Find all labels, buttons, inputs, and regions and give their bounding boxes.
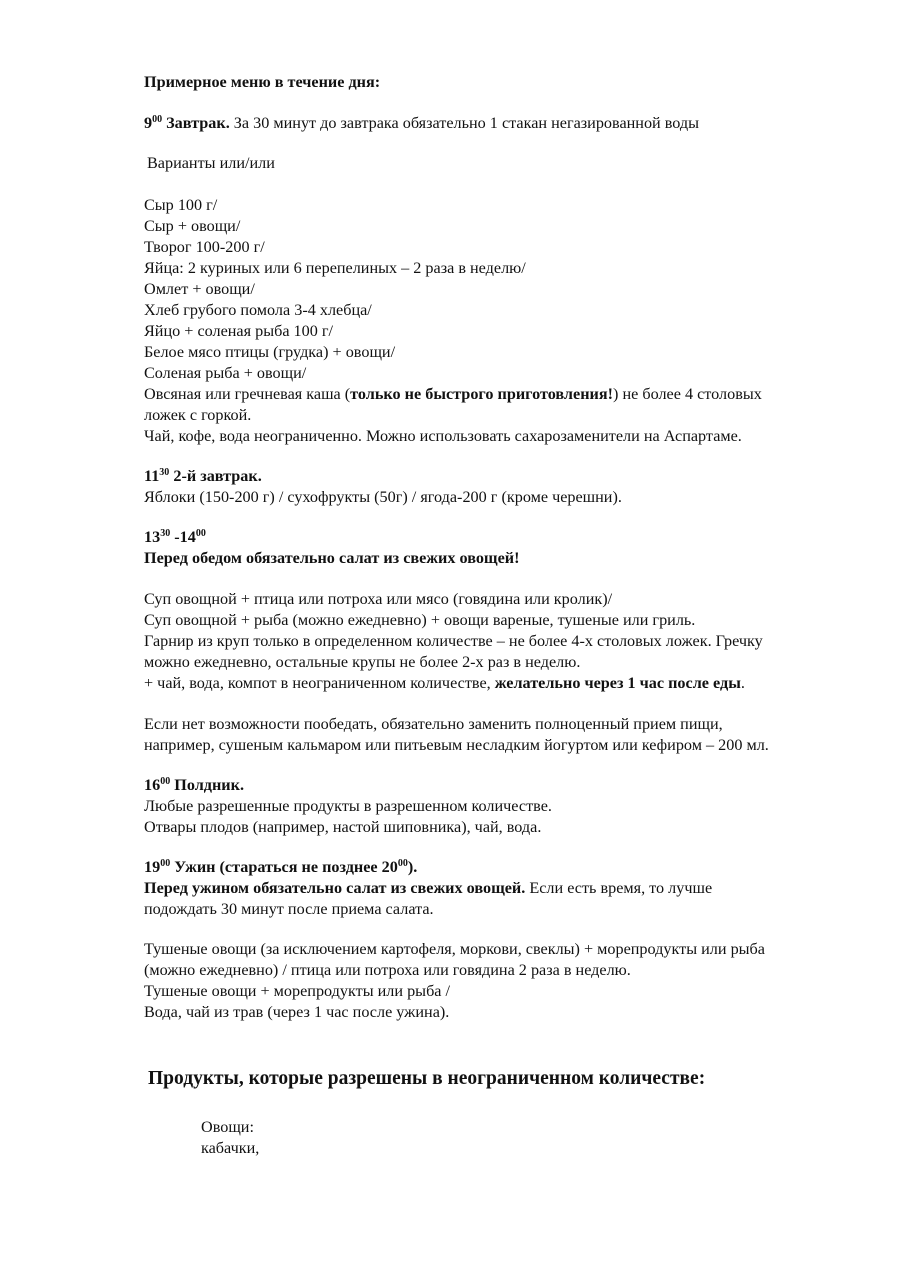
list-item: Творог 100-200 г/ (144, 238, 265, 256)
lunch-drinks-end: . (740, 674, 745, 692)
second-breakfast-time-hour: 11 (144, 467, 160, 485)
second-breakfast-text: Яблоки (150-200 г) / сухофрукты (50г) / ягода-200 г (кроме черешни). (144, 488, 622, 506)
list-item: Сыр + овощи/ (144, 217, 241, 235)
snack-time-hour: 16 (144, 776, 161, 794)
breakfast-drinks: Чай, кофе, вода неограниченно. Можно использовать сахарозаменители на Аспартаме. (144, 427, 742, 445)
dinner-salad-bold: Перед ужином обязательно салат из свежих овощей. (144, 879, 526, 897)
lunch-drinks-bold: желательно через 1 час после еды (494, 674, 741, 692)
dinner-heading (144, 857, 417, 878)
breakfast-heading (144, 113, 699, 134)
dinner-time-min: 00 (160, 858, 171, 869)
dinner-salad-line (144, 878, 712, 899)
variants-label: Варианты или/или (147, 154, 275, 172)
porridge-text: Овсяная или гречневая каша ( (144, 385, 351, 403)
lunch-drinks (144, 673, 745, 694)
breakfast-label: Завтрак. (166, 114, 230, 132)
dinner-line: Тушеные овощи + морепродукты или рыба / (144, 982, 451, 1000)
second-breakfast-time-min: 30 (159, 467, 170, 478)
breakfast-time-hour: 9 (144, 114, 153, 132)
dinner-line: Вода, чай из трав (через 1 час после ужина). (144, 1003, 450, 1021)
second-breakfast-heading (144, 466, 262, 487)
lunch-salad-note: Перед обедом обязательно салат из свежих овощей! (144, 549, 520, 567)
lunch-line: Суп овощной + птица или потроха или мясо (говядина или кролик)/ (144, 590, 613, 608)
list-item: Соленая рыба + овощи/ (144, 364, 307, 382)
porridge-text-end: ) не более 4 столовых (613, 385, 762, 403)
list-item: Хлеб грубого помола 3-4 хлебца/ (144, 301, 372, 319)
list-item: Омлет + овощи/ (144, 280, 255, 298)
list-item: Белое мясо птицы (грудка) + овощи/ (144, 343, 396, 361)
lunch-sep: - (170, 528, 180, 546)
list-item: Яйца: 2 куриных или 6 перепелиных – 2 раза в неделю/ (144, 259, 526, 277)
porridge-bold: только не быстрого приготовления! (350, 385, 614, 403)
snack-time-min: 00 (160, 776, 171, 787)
unlimited-category: Овощи: (201, 1118, 254, 1136)
list-item: Яйцо + соленая рыба 100 г/ (144, 322, 334, 340)
dinner-label-end: ). (407, 858, 418, 876)
unlimited-heading: Продукты, которые разрешены в неограниченном количестве: (148, 1068, 706, 1089)
lunch-line: Суп овощной + рыба (можно ежедневно) + овощи вареные, тушеные или гриль. (144, 611, 696, 629)
lunch-alt-line: Если нет возможности пообедать, обязательно заменить полноценный прием пищи, (144, 715, 723, 733)
lunch-line: Гарнир из круп только в определенном количестве – не более 4-х столовых ложек. Гречку (144, 632, 763, 650)
lunch-end-hour: 14 (179, 528, 196, 546)
snack-label: Полдник. (170, 776, 245, 794)
breakfast-note: За 30 минут до завтрака обязательно 1 стакан негазированной воды (229, 114, 700, 132)
lunch-time (144, 527, 206, 548)
lunch-start-min: 30 (160, 528, 171, 539)
page-title: Примерное меню в течение дня: (144, 73, 381, 91)
dinner-label: Ужин (стараться не позднее 20 (170, 858, 398, 876)
list-item: Сыр 100 г/ (144, 196, 218, 214)
snack-line: Отвары плодов (например, настой шиповника), чай, вода. (144, 818, 542, 836)
lunch-drinks-text: + чай, вода, компот в неограниченном количестве, (144, 674, 495, 692)
lunch-start-hour: 13 (144, 528, 161, 546)
unlimited-item: кабачки, (201, 1139, 260, 1157)
breakfast-time-min: 00 (152, 114, 163, 125)
lunch-alt-line: например, сушеным кальмаром или питьевым несладким йогуртом или кефиром – 200 мл. (144, 736, 769, 754)
second-breakfast-label: 2-й завтрак. (169, 467, 262, 485)
dinner-label-sup: 00 (397, 858, 408, 869)
lunch-end-min: 00 (195, 528, 206, 539)
dinner-line: (можно ежедневно) / птица или потроха или говядина 2 раза в неделю. (144, 961, 631, 979)
snack-line: Любые разрешенные продукты в разрешенном количестве. (144, 797, 552, 815)
dinner-line: Тушеные овощи (за исключением картофеля, моркови, свеклы) + морепродукты или рыба (144, 940, 765, 958)
dinner-salad-cont: подождать 30 минут после приема салата. (144, 900, 434, 918)
dinner-time-hour: 19 (144, 858, 161, 876)
porridge-cont: ложек с горкой. (144, 406, 252, 424)
dinner-salad-rest: Если есть время, то лучше (525, 879, 713, 897)
lunch-line: можно ежедневно, остальные крупы не более 2-х раз в неделю. (144, 653, 581, 671)
snack-heading (144, 775, 244, 796)
porridge-line (144, 384, 762, 405)
